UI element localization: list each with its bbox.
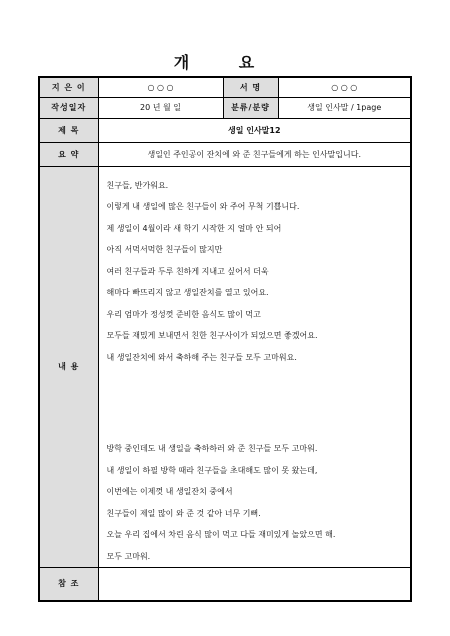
signature-label: 서 명 [223,77,278,97]
date-label: 작성일자 [39,97,98,118]
summary-value: 생일인 주인공이 잔치에 와 준 친구들에게 하는 인사말입니다. [98,142,411,166]
document-title: 개 요 [173,53,277,72]
category-value: 생일 인사말 / 1page [278,97,411,118]
reference-value [98,568,411,601]
content-line: 내 생일잔치에 와서 축하해 주는 친구들 모두 고마워요. [106,352,297,362]
summary-form-table [38,76,412,602]
content-body [98,166,411,568]
paragraph-spacer [107,368,411,438]
signature-value: ○ ○ ○ [278,77,411,97]
content-line: 모두들 재밌게 보내면서 친한 친구사이가 되었으면 좋겠어요. [106,331,318,340]
content-line: 방학 중인데도 내 생일을 축하하러 와 준 친구들 모두 고마워. [106,444,318,453]
content-line: 이렇게 내 생일에 많은 친구들이 와 주어 무척 기쁩니다. [106,202,300,211]
content-label: 내 용 [39,166,98,568]
date-value: 20 년 월 일 [98,97,223,118]
subject-label: 제 목 [39,118,98,142]
subject-value: 생일 인사말12 [98,118,411,142]
content-line: 오늘 우리 집에서 차린 음식 많이 먹고 다들 재미있게 놀았으면 해. [106,530,336,539]
author-value: ○ ○ ○ [98,77,223,97]
reference-label: 참 조 [39,568,98,601]
content-line: 우리 엄마가 정성껏 준비한 음식도 많이 먹고 [106,309,261,319]
content-line: 여러 친구들과 두루 친하게 지내고 싶어서 더욱 [106,266,269,276]
content-line: 아직 서먹서먹한 친구들이 많지만 [106,245,223,254]
category-label: 분류/분량 [223,97,278,118]
content-line: 이번에는 이제껏 내 생일잔치 중에서 [106,487,233,496]
author-label: 지 은 이 [39,77,98,97]
content-line: 친구들이 제일 많이 와 준 것 같아 너무 기뻐. [106,508,261,518]
content-line: 내 생일이 하필 방학 때라 친구들을 초대해도 많이 못 왔는데, [106,465,318,475]
content-line: 해마다 빠뜨리지 않고 생일잔치를 열고 있어요. [106,288,269,297]
summary-label: 요 약 [39,142,98,166]
content-line: 모두 고마워. [106,551,151,561]
content-line: 친구들, 반가워요. [106,180,169,190]
content-line: 제 생일이 4월이라 새 학기 시작한 지 얼마 안 되어 [106,223,282,233]
